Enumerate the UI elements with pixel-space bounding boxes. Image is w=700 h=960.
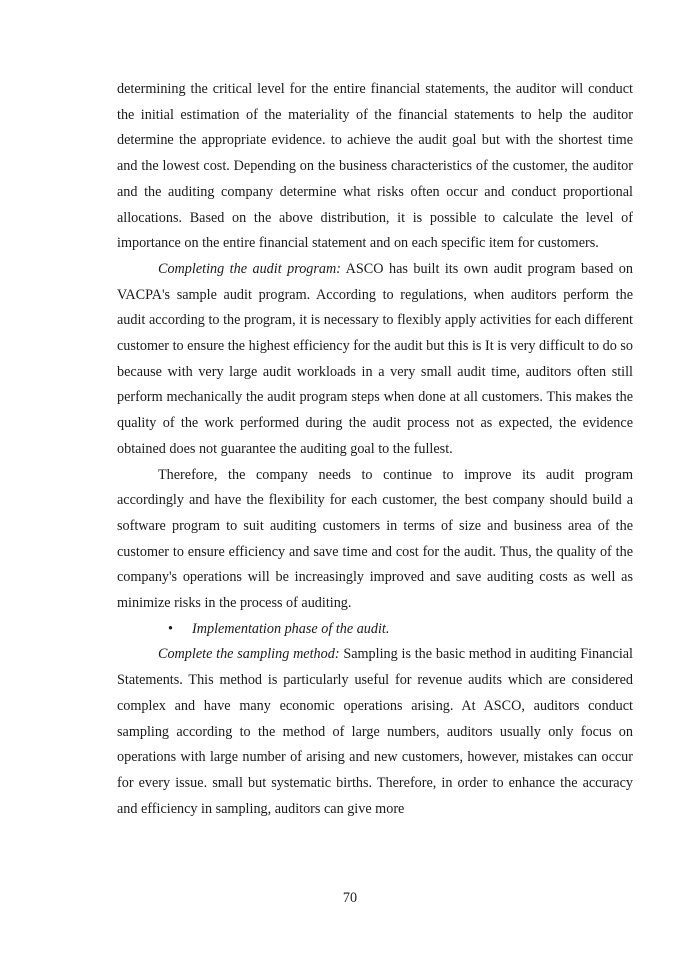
document-page: [117, 77, 633, 822]
paragraph-sampling-method: [117, 642, 633, 822]
paragraph-text: Therefore, the company needs to continue to improve its audit program accordingly and have the flexibility for each customer, the best company should build a software program to suit auditing customers in terms of size and business area of the customer to ensure efficiency and save time and cost for the audit. Thus, the quality of the company's operations will be increasingly improved and save auditing costs as well as minimize risks in the process of auditing.: [117, 466, 633, 612]
paragraph-lead: Completing the audit program:: [158, 260, 341, 277]
bullet-text: Implementation phase of the audit.: [192, 620, 390, 637]
paragraph-text: Sampling is the basic method in auditing Financial Statements. This method is particularly useful for revenue audits which are considered complex and have many economic operations arising. At ASCO, auditors conduct sampling according to the method of large numbers, auditors usually only focus on operations with large number of arising and new customers, however, mistakes can occur for every issue. small but systematic births. Therefore, in order to enhance the accuracy and efficiency in sampling, auditors can give more: [117, 646, 633, 817]
bullet-item-implementation-phase: [117, 617, 633, 643]
paragraph-text: determining the critical level for the entire financial statements, the auditor will conduct the initial estimation of the materiality of the financial statements to help the auditor determine the appropriate evidence. to achieve the audit goal but with the shortest time and the lowest cost. Depending on the business characteristics of the customer, the auditor and the auditing company determine what risks often occur and conduct proportional allocations. Based on the above distribution, it is possible to calculate the level of importance on the entire financial statement and on each specific item for customers.: [117, 81, 633, 252]
paragraph-lead: Complete the sampling method:: [158, 646, 340, 663]
page-number: 70: [342, 890, 358, 906]
paragraph-therefore: [117, 463, 633, 617]
paragraph-materiality: [117, 77, 633, 257]
paragraph-text: ASCO has built its own audit program based on VACPA's sample audit program. According to regulations, when auditors perform the audit according to the program, it is necessary to flexibly apply activities for each different customer to ensure the highest efficiency for the audit but this is It is very difficult to do so because with very large audit workloads in a very small audit time, auditors often still perform mechanically the audit program steps when done at all customers. This makes the quality of the work performed during the audit process not as expected, the evidence obtained does not guarantee the auditing goal to the fullest.: [117, 260, 633, 457]
paragraph-audit-program: [117, 257, 633, 463]
bullet-icon: •: [168, 620, 173, 637]
